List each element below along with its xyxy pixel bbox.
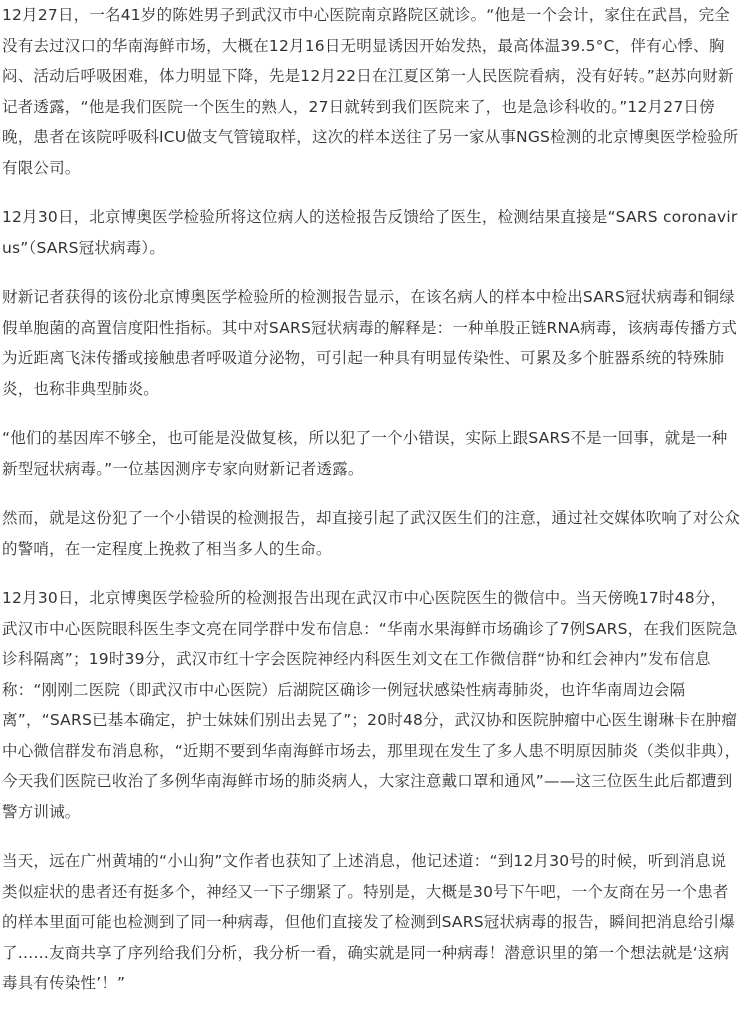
paragraph-4: “他们的基因库不够全，也可能是没做复核，所以犯了一个小错误，实际上跟SARS不是一回事，就是一种新型冠状病毒。”一位基因测序专家向财新记者透露。 bbox=[2, 429, 728, 478]
paragraph-5: 然而，就是这份犯了一个小错误的检测报告，却直接引起了武汉医生们的注意，通过社交媒体吹响了对公众的警哨，在一定程度上挽救了相当多人的生命。 bbox=[2, 509, 740, 558]
paragraph-1: 12月27日，一名41岁的陈姓男子到武汉市中心医院南京路院区就诊。“他是一个会计，家住在武昌，完全没有去过汉口的华南海鲜市场，大概在12月16日无明显诱因开始发热，最高体温39.5°C，伴有心悸、胸闷、活动后呼吸困难，体力明显下降，先是12月22日在江夏区第一人民医院看病，没有好转。”赵苏向财新记者透露，“他是我们医院一个医生的熟人，27日就转到我们医院来了，也是急诊科收的。”12月27日傍晚，患者在该院呼吸科ICU做支气管镜取样，这次的样本送往了另一家从事NGS检测的北京博奥医学检验所有限公司。 bbox=[2, 6, 739, 177]
paragraph-3: 财新记者获得的该份北京博奥医学检验所的检测报告显示，在该名病人的样本中检出SARS冠状病毒和铜绿假单胞菌的高置信度阳性指标。其中对SARS冠状病毒的解释是：一种单股正链RNA病毒，该病毒传播方式为近距离飞沫传播或接触患者呼吸道分泌物，可引起一种具有明显传染性、可累及多个脏器系统的特殊肺炎，也称非典型肺炎。 bbox=[2, 288, 738, 398]
paragraph-2: 12月30日，北京博奥医学检验所将这位病人的送检报告反馈给了医生，检测结果直接是“SARS coronavirus”（SARS冠状病毒）。 bbox=[2, 208, 738, 257]
paragraph-6: 12月30日，北京博奥医学检验所的检测报告出现在武汉市中心医院医生的微信中。当天傍晚17时48分，武汉市中心医院眼科医生李文亮在同学群中发布信息：“华南水果海鲜市场确诊了7例SARS，在我们医院急诊科隔离”；19时39分，武汉市红十字会医院神经内科医生刘文在工作微信群“协和红会神内”发布信息称：“刚刚二医院（即武汉市中心医院）后湖院区确诊一例冠状感染性病毒肺炎，也许华南周边会隔离”，“SARS已基本确定，护士妹妹们别出去晃了”；20时48分，武汉协和医院肿瘤中心医生谢琳卡在肿瘤中心微信群发布消息称，“近期不要到华南海鲜市场去，那里现在发生了多人患不明原因肺炎（类似非典），今天我们医院已收治了多例华南海鲜市场的肺炎病人，大家注意戴口罩和通风”——这三位医生此后都遭到警方训诫。 bbox=[2, 589, 741, 821]
paragraph-7: 当天，远在广州黄埔的“小山狗”文作者也获知了上述消息，他记述道：“到12月30号的时候，听到消息说类似症状的患者还有挺多个，神经又一下子绷紧了。特别是，大概是30号下午吧，一个友商在另一个患者的样本里面可能也检测到了同一种病毒，但他们直接发了检测到SARS冠状病毒的报告，瞬间把消息给引爆了……友商共享了序列给我们分析，我分析一看，确实就是同一种病毒！潜意识里的第一个想法就是‘这病毒具有传染性’！” bbox=[2, 852, 735, 992]
